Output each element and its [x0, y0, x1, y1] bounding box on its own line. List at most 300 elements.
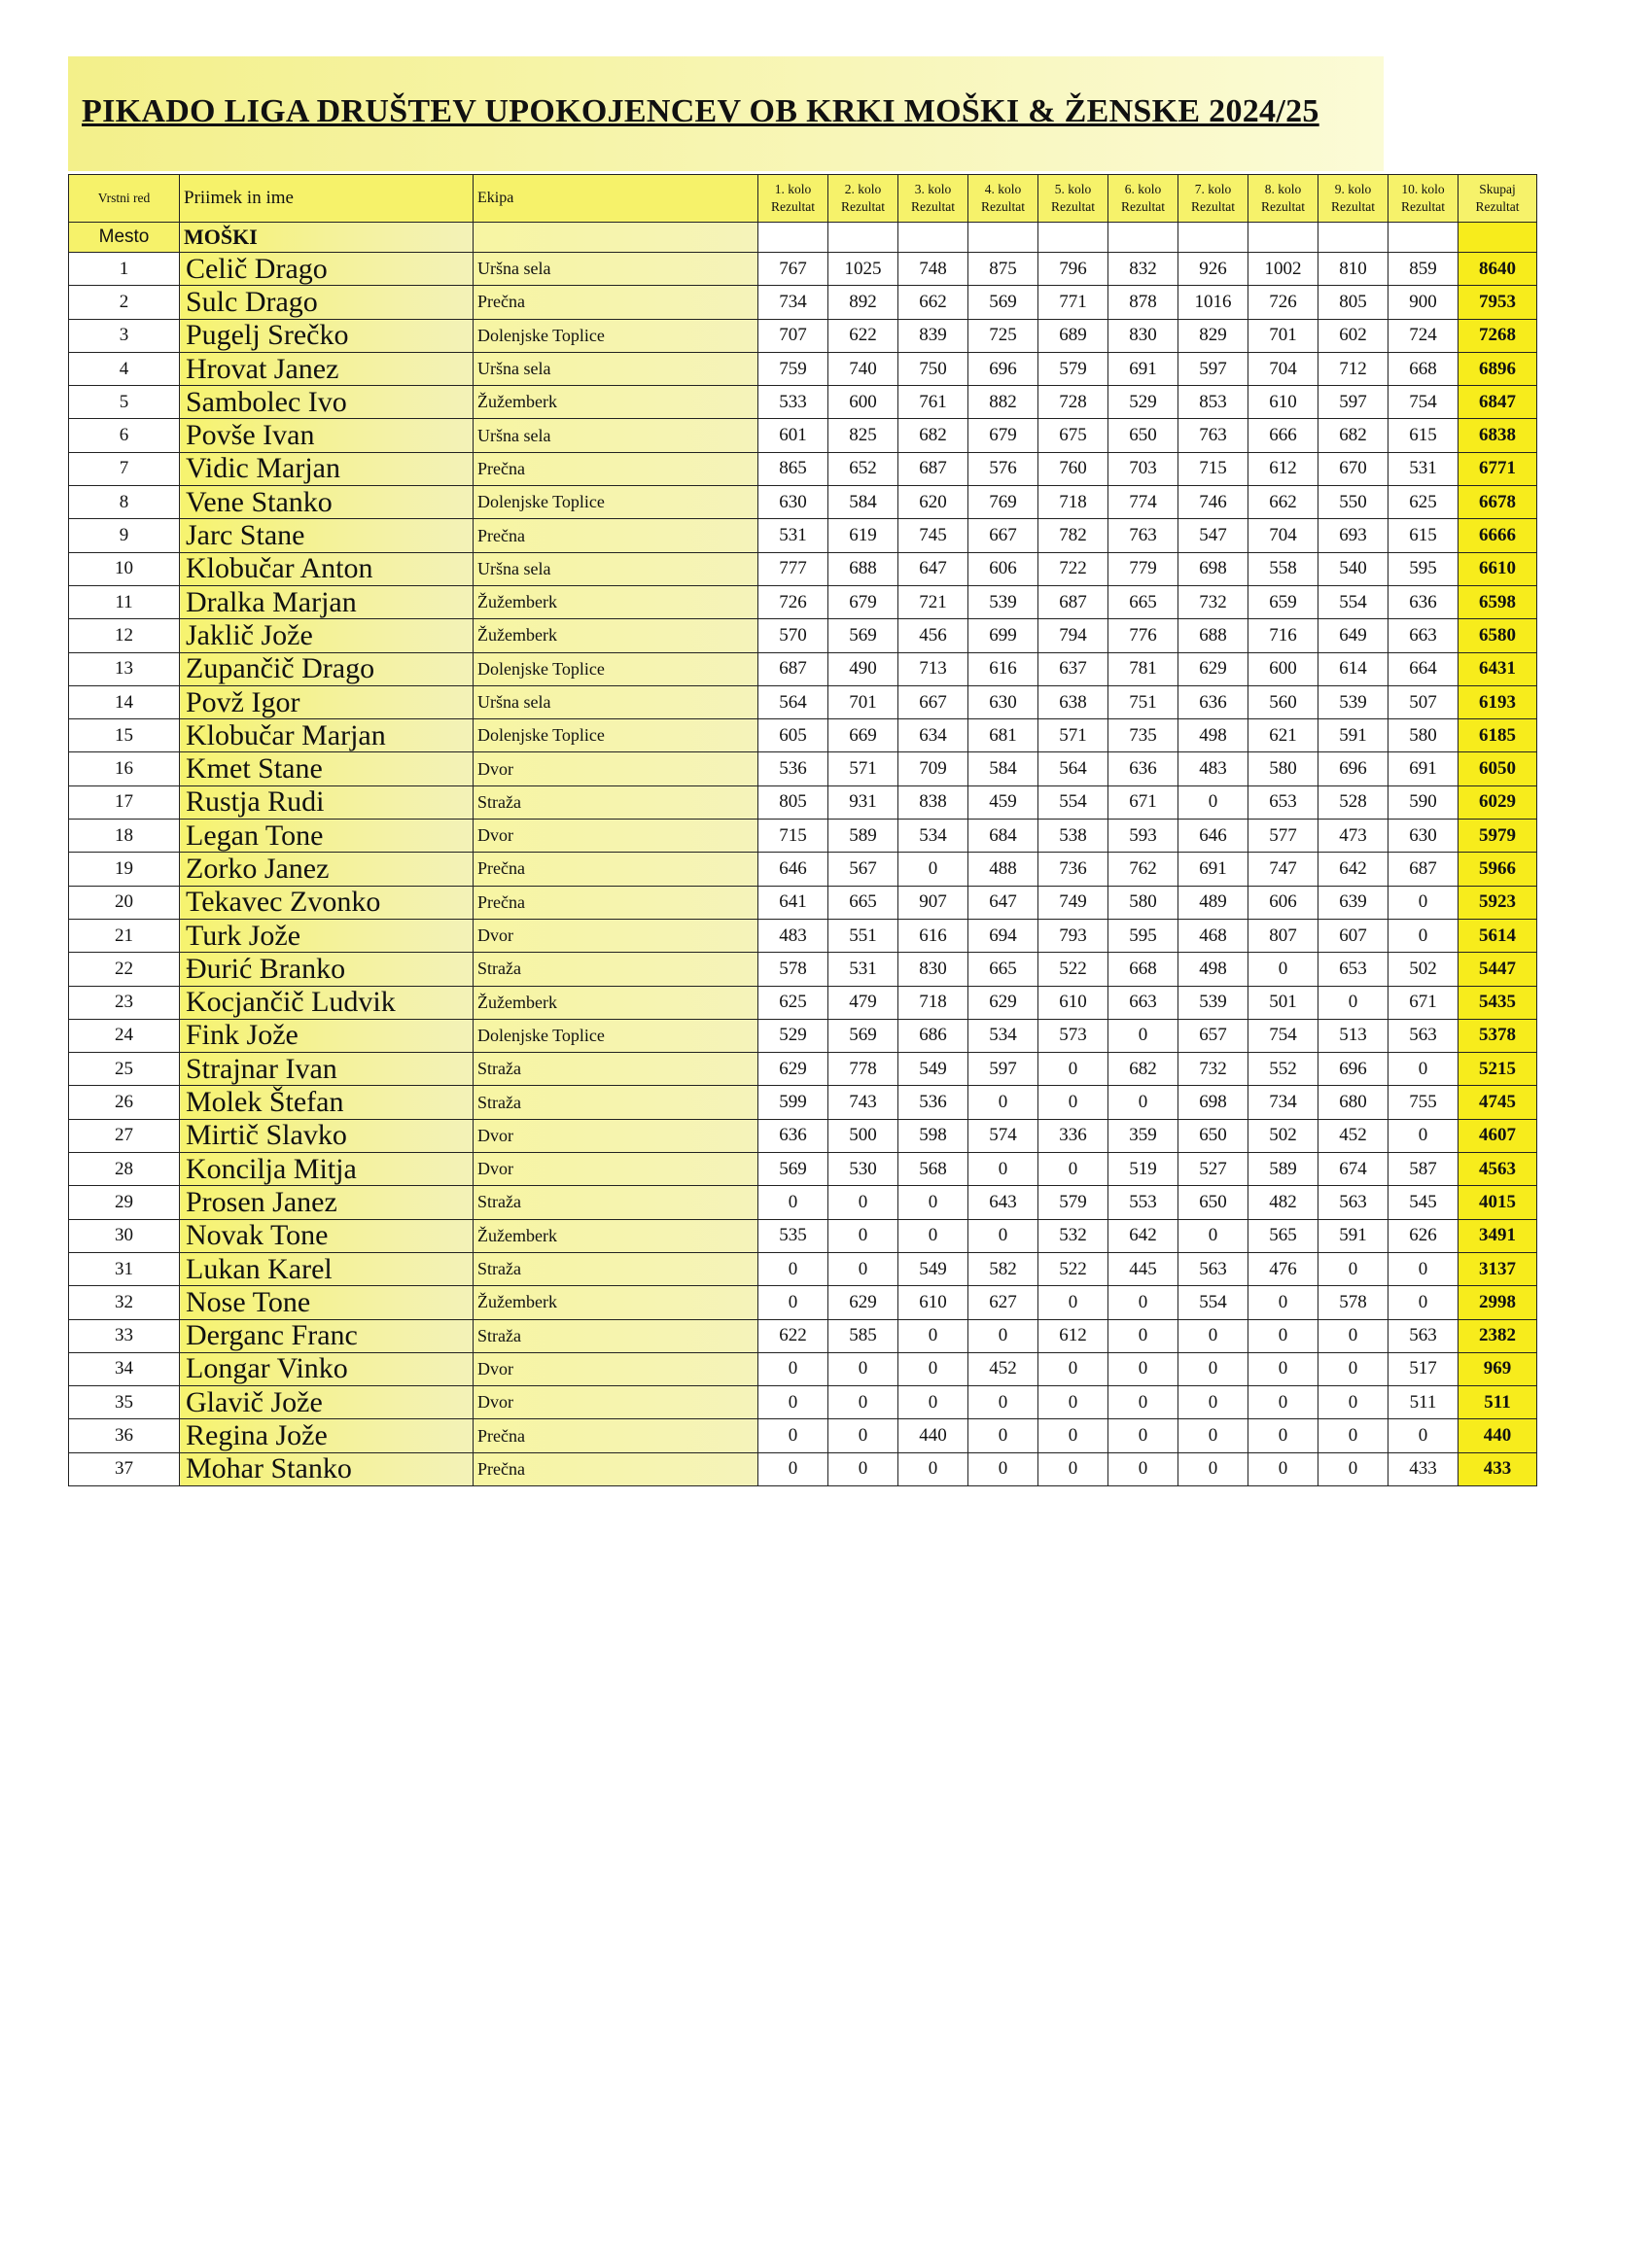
table-row	[69, 1186, 1537, 1219]
round-score: 0	[828, 1452, 898, 1485]
table-row	[69, 286, 1537, 319]
player-name: Strajnar Ivan	[180, 1053, 474, 1086]
round-score: 747	[1248, 853, 1318, 886]
rank-cell: 8	[69, 486, 180, 519]
round-score: 599	[758, 1086, 828, 1119]
round-score: 522	[1038, 1252, 1108, 1285]
round-score: 662	[1248, 486, 1318, 519]
team-cell: Dolenjske Toplice	[474, 486, 758, 519]
team-cell: Dvor	[474, 820, 758, 853]
round-score: 630	[968, 685, 1038, 718]
table-row	[69, 519, 1537, 552]
table-row	[69, 552, 1537, 585]
round-score: 0	[758, 1452, 828, 1485]
round-score: 625	[758, 986, 828, 1019]
round-score: 759	[758, 352, 828, 385]
header-row	[69, 175, 1537, 223]
round-score: 584	[968, 752, 1038, 785]
total-score: 3491	[1459, 1219, 1537, 1252]
round-score: 552	[1248, 1053, 1318, 1086]
round-score: 540	[1318, 552, 1388, 585]
result-label: Rezultat	[1401, 199, 1445, 214]
round-score: 0	[1038, 1452, 1108, 1485]
round-score: 513	[1318, 1019, 1388, 1052]
header-rank: Vrstni red	[69, 175, 180, 223]
round-score: 716	[1248, 619, 1318, 652]
round-score: 507	[1388, 685, 1459, 718]
round-score: 662	[898, 286, 968, 319]
section-team-empty	[474, 223, 758, 253]
round-score: 0	[898, 1319, 968, 1352]
round-score: 622	[828, 319, 898, 352]
team-cell: Straža	[474, 1252, 758, 1285]
total-score: 2382	[1459, 1319, 1537, 1352]
total-score: 5378	[1459, 1019, 1537, 1052]
player-name: Fink Jože	[180, 1019, 474, 1052]
total-score: 3137	[1459, 1252, 1537, 1285]
rank-cell: 20	[69, 886, 180, 919]
round-score: 597	[1318, 386, 1388, 419]
round-score: 829	[1178, 319, 1248, 352]
round-score: 0	[758, 1186, 828, 1219]
round-label: 2. kolo	[844, 182, 882, 196]
round-score: 670	[1318, 452, 1388, 485]
round-score: 597	[968, 1053, 1038, 1086]
header-team: Ekipa	[474, 175, 758, 223]
round-score: 763	[1108, 519, 1178, 552]
round-score: 579	[1038, 1186, 1108, 1219]
total-score: 5979	[1459, 820, 1537, 853]
round-score: 0	[898, 1386, 968, 1419]
table-row	[69, 1053, 1537, 1086]
round-score: 0	[898, 1219, 968, 1252]
header-total	[1459, 175, 1537, 223]
header-round-9	[1318, 175, 1388, 223]
round-score: 580	[1108, 886, 1178, 919]
section-label: MOŠKI	[180, 223, 474, 253]
team-cell: Uršna sela	[474, 419, 758, 452]
round-score: 545	[1388, 1186, 1459, 1219]
round-score: 688	[1178, 619, 1248, 652]
round-score: 0	[1178, 1452, 1248, 1485]
round-score: 782	[1038, 519, 1108, 552]
round-score: 568	[898, 1153, 968, 1186]
total-score: 4015	[1459, 1186, 1537, 1219]
round-score: 647	[968, 886, 1038, 919]
rank-cell: 7	[69, 452, 180, 485]
team-cell: Straža	[474, 1319, 758, 1352]
header-round-6	[1108, 175, 1178, 223]
total-score: 6896	[1459, 352, 1537, 385]
team-cell: Uršna sela	[474, 685, 758, 718]
team-cell: Dolenjske Toplice	[474, 719, 758, 752]
round-score: 0	[758, 1352, 828, 1385]
round-score: 580	[1248, 752, 1318, 785]
team-cell: Dvor	[474, 1153, 758, 1186]
table-row	[69, 1319, 1537, 1352]
table-row	[69, 585, 1537, 618]
round-score: 570	[758, 619, 828, 652]
round-score: 679	[828, 585, 898, 618]
section-empty	[828, 223, 898, 253]
rank-cell: 21	[69, 919, 180, 952]
result-label: Rezultat	[981, 199, 1025, 214]
table-row	[69, 352, 1537, 385]
table-row	[69, 1219, 1537, 1252]
section-empty	[898, 223, 968, 253]
round-label: 10. kolo	[1401, 182, 1445, 196]
round-score: 502	[1248, 1119, 1318, 1152]
round-score: 0	[828, 1352, 898, 1385]
total-score: 5966	[1459, 853, 1537, 886]
table-row	[69, 1452, 1537, 1485]
rank-cell: 5	[69, 386, 180, 419]
round-score: 547	[1178, 519, 1248, 552]
round-score: 0	[968, 1386, 1038, 1419]
round-score: 612	[1248, 452, 1318, 485]
player-name: Tekavec Zvonko	[180, 886, 474, 919]
player-name: Derganc Franc	[180, 1319, 474, 1352]
rank-cell: 23	[69, 986, 180, 1019]
round-score: 0	[968, 1419, 1038, 1452]
round-score: 0	[1248, 1352, 1318, 1385]
header-round-5	[1038, 175, 1108, 223]
round-score: 531	[758, 519, 828, 552]
round-score: 629	[968, 986, 1038, 1019]
round-label: 6. kolo	[1124, 182, 1162, 196]
player-name: Nose Tone	[180, 1286, 474, 1319]
total-score: 6838	[1459, 419, 1537, 452]
round-score: 740	[828, 352, 898, 385]
round-score: 0	[1248, 1286, 1318, 1319]
round-score: 696	[1318, 752, 1388, 785]
round-score: 691	[1108, 352, 1178, 385]
player-name: Pugelj Srečko	[180, 319, 474, 352]
team-cell: Dvor	[474, 1119, 758, 1152]
round-score: 682	[898, 419, 968, 452]
table-row	[69, 685, 1537, 718]
round-score: 0	[1108, 1352, 1178, 1385]
result-label: Rezultat	[1121, 199, 1165, 214]
team-cell: Dvor	[474, 752, 758, 785]
round-score: 522	[1038, 953, 1108, 986]
total-score: 6598	[1459, 585, 1537, 618]
result-label: Rezultat	[911, 199, 955, 214]
round-score: 445	[1108, 1252, 1178, 1285]
player-name: Kocjančič Ludvik	[180, 986, 474, 1019]
round-score: 0	[1178, 1319, 1248, 1352]
result-label: Rezultat	[1051, 199, 1095, 214]
round-score: 607	[1318, 919, 1388, 952]
round-score: 530	[828, 1153, 898, 1186]
player-name: Mirtič Slavko	[180, 1119, 474, 1152]
round-score: 595	[1388, 552, 1459, 585]
team-cell: Straža	[474, 1086, 758, 1119]
round-score: 549	[898, 1252, 968, 1285]
table-row	[69, 752, 1537, 785]
rank-cell: 16	[69, 752, 180, 785]
header-round-8	[1248, 175, 1318, 223]
header-round-7	[1178, 175, 1248, 223]
rank-cell: 3	[69, 319, 180, 352]
round-score: 550	[1318, 486, 1388, 519]
round-score: 0	[1318, 1252, 1388, 1285]
round-score: 668	[1108, 953, 1178, 986]
standings-body	[69, 175, 1537, 1486]
player-name: Turk Jože	[180, 919, 474, 952]
header-place: Mesto	[69, 223, 180, 253]
round-score: 629	[758, 1053, 828, 1086]
round-score: 564	[1038, 752, 1108, 785]
round-score: 534	[968, 1019, 1038, 1052]
team-cell: Prečna	[474, 452, 758, 485]
rank-cell: 26	[69, 1086, 180, 1119]
section-empty	[758, 223, 828, 253]
round-score: 440	[898, 1419, 968, 1452]
round-score: 777	[758, 552, 828, 585]
round-score: 680	[1318, 1086, 1388, 1119]
round-score: 715	[758, 820, 828, 853]
round-score: 698	[1178, 1086, 1248, 1119]
round-score: 606	[1248, 886, 1318, 919]
round-score: 578	[758, 953, 828, 986]
round-score: 668	[1388, 352, 1459, 385]
player-name: Hrovat Janez	[180, 352, 474, 385]
round-score: 641	[758, 886, 828, 919]
team-cell: Dvor	[474, 1386, 758, 1419]
team-cell: Žužemberk	[474, 585, 758, 618]
round-score: 667	[968, 519, 1038, 552]
table-row	[69, 986, 1537, 1019]
round-score: 634	[898, 719, 968, 752]
team-cell: Prečna	[474, 519, 758, 552]
table-row	[69, 253, 1537, 286]
round-score: 476	[1248, 1252, 1318, 1285]
rank-cell: 1	[69, 253, 180, 286]
round-score: 528	[1318, 785, 1388, 819]
round-score: 479	[828, 986, 898, 1019]
round-score: 649	[1318, 619, 1388, 652]
round-label: 3. kolo	[914, 182, 952, 196]
round-score: 532	[1038, 1219, 1108, 1252]
round-score: 0	[1248, 1419, 1318, 1452]
team-cell: Žužemberk	[474, 619, 758, 652]
round-score: 0	[1108, 1419, 1178, 1452]
round-score: 456	[898, 619, 968, 652]
round-score: 653	[1248, 785, 1318, 819]
round-score: 771	[1038, 286, 1108, 319]
round-score: 688	[828, 552, 898, 585]
round-score: 560	[1248, 685, 1318, 718]
round-score: 865	[758, 452, 828, 485]
round-score: 601	[758, 419, 828, 452]
total-score: 969	[1459, 1352, 1537, 1385]
section-empty	[1318, 223, 1388, 253]
result-label: Rezultat	[771, 199, 815, 214]
table-row	[69, 820, 1537, 853]
round-score: 0	[1108, 1452, 1178, 1485]
round-score: 554	[1178, 1286, 1248, 1319]
total-score: 6431	[1459, 652, 1537, 685]
team-cell: Uršna sela	[474, 253, 758, 286]
round-score: 564	[758, 685, 828, 718]
round-score: 593	[1108, 820, 1178, 853]
round-score: 754	[1248, 1019, 1318, 1052]
player-name: Celič Drago	[180, 253, 474, 286]
round-score: 591	[1318, 1219, 1388, 1252]
round-score: 600	[828, 386, 898, 419]
table-row	[69, 319, 1537, 352]
round-score: 767	[758, 253, 828, 286]
round-score: 551	[828, 919, 898, 952]
round-score: 693	[1318, 519, 1388, 552]
round-score: 687	[758, 652, 828, 685]
round-score: 709	[898, 752, 968, 785]
rank-cell: 12	[69, 619, 180, 652]
round-score: 715	[1178, 452, 1248, 485]
round-score: 681	[968, 719, 1038, 752]
round-score: 892	[828, 286, 898, 319]
round-score: 612	[1038, 1319, 1108, 1352]
round-score: 721	[898, 585, 968, 618]
round-score: 687	[898, 452, 968, 485]
round-score: 686	[898, 1019, 968, 1052]
header-round-1	[758, 175, 828, 223]
round-score: 0	[1318, 986, 1388, 1019]
round-score: 606	[968, 552, 1038, 585]
round-score: 0	[1038, 1386, 1108, 1419]
round-score: 646	[1178, 820, 1248, 853]
round-score: 931	[828, 785, 898, 819]
total-score: 7268	[1459, 319, 1537, 352]
round-score: 0	[1108, 1319, 1178, 1352]
round-score: 482	[1248, 1186, 1318, 1219]
table-row	[69, 785, 1537, 819]
team-cell: Uršna sela	[474, 352, 758, 385]
round-score: 707	[758, 319, 828, 352]
round-score: 636	[1108, 752, 1178, 785]
player-name: Prosen Janez	[180, 1186, 474, 1219]
round-score: 577	[1248, 820, 1318, 853]
round-score: 762	[1108, 853, 1178, 886]
total-score: 6050	[1459, 752, 1537, 785]
round-score: 1025	[828, 253, 898, 286]
table-row	[69, 386, 1537, 419]
round-score: 569	[758, 1153, 828, 1186]
round-score: 0	[1318, 1319, 1388, 1352]
round-score: 539	[1318, 685, 1388, 718]
round-score: 602	[1318, 319, 1388, 352]
rank-cell: 36	[69, 1419, 180, 1452]
round-label: 4. kolo	[984, 182, 1022, 196]
team-cell: Prečna	[474, 853, 758, 886]
round-score: 0	[1178, 785, 1248, 819]
standings-table	[68, 174, 1537, 1486]
table-row	[69, 1286, 1537, 1319]
section-row	[69, 223, 1537, 253]
round-score: 755	[1388, 1086, 1459, 1119]
round-score: 0	[968, 1452, 1038, 1485]
round-score: 728	[1038, 386, 1108, 419]
total-score: 4745	[1459, 1086, 1537, 1119]
round-score: 653	[1318, 953, 1388, 986]
rank-cell: 18	[69, 820, 180, 853]
table-row	[69, 886, 1537, 919]
rank-cell: 9	[69, 519, 180, 552]
round-label: 1. kolo	[774, 182, 812, 196]
round-score: 639	[1318, 886, 1388, 919]
player-name: Mohar Stanko	[180, 1452, 474, 1485]
table-row	[69, 853, 1537, 886]
round-score: 701	[828, 685, 898, 718]
team-cell: Žužemberk	[474, 1286, 758, 1319]
round-score: 0	[1388, 919, 1459, 952]
round-score: 665	[968, 953, 1038, 986]
round-score: 926	[1178, 253, 1248, 286]
round-score: 621	[1248, 719, 1318, 752]
round-score: 574	[968, 1119, 1038, 1152]
round-label: 9. kolo	[1334, 182, 1372, 196]
round-score: 0	[1248, 1452, 1318, 1485]
player-name: Vene Stanko	[180, 486, 474, 519]
total-score: 440	[1459, 1419, 1537, 1452]
round-score: 620	[898, 486, 968, 519]
rank-cell: 31	[69, 1252, 180, 1285]
total-score: 6678	[1459, 486, 1537, 519]
total-score: 5614	[1459, 919, 1537, 952]
round-score: 571	[1038, 719, 1108, 752]
total-score: 6029	[1459, 785, 1537, 819]
round-score: 483	[758, 919, 828, 952]
section-empty	[968, 223, 1038, 253]
round-score: 665	[828, 886, 898, 919]
player-name: Klobučar Anton	[180, 552, 474, 585]
round-score: 0	[1178, 1219, 1248, 1252]
rank-cell: 10	[69, 552, 180, 585]
result-label: Rezultat	[1475, 199, 1520, 214]
round-score: 807	[1248, 919, 1318, 952]
team-cell: Dolenjske Toplice	[474, 1019, 758, 1052]
round-score: 805	[758, 785, 828, 819]
round-score: 582	[968, 1252, 1038, 1285]
round-score: 569	[828, 619, 898, 652]
round-score: 650	[1178, 1186, 1248, 1219]
round-score: 0	[1388, 1053, 1459, 1086]
round-score: 579	[1038, 352, 1108, 385]
total-score: 5435	[1459, 986, 1537, 1019]
round-score: 629	[1178, 652, 1248, 685]
table-row	[69, 953, 1537, 986]
round-score: 0	[1038, 1352, 1108, 1385]
total-score: 5923	[1459, 886, 1537, 919]
round-score: 531	[1388, 452, 1459, 485]
round-score: 589	[1248, 1153, 1318, 1186]
header-round-3	[898, 175, 968, 223]
rank-cell: 28	[69, 1153, 180, 1186]
round-score: 687	[1038, 585, 1108, 618]
total-score: 4563	[1459, 1153, 1537, 1186]
round-score: 563	[1388, 1319, 1459, 1352]
round-score: 726	[758, 585, 828, 618]
round-score: 0	[1038, 1153, 1108, 1186]
section-empty	[1178, 223, 1248, 253]
team-cell: Prečna	[474, 1452, 758, 1485]
round-score: 682	[1108, 1053, 1178, 1086]
player-name: Povše Ivan	[180, 419, 474, 452]
round-score: 0	[1248, 1319, 1318, 1352]
round-score: 687	[1388, 853, 1459, 886]
player-name: Rustja Rudi	[180, 785, 474, 819]
